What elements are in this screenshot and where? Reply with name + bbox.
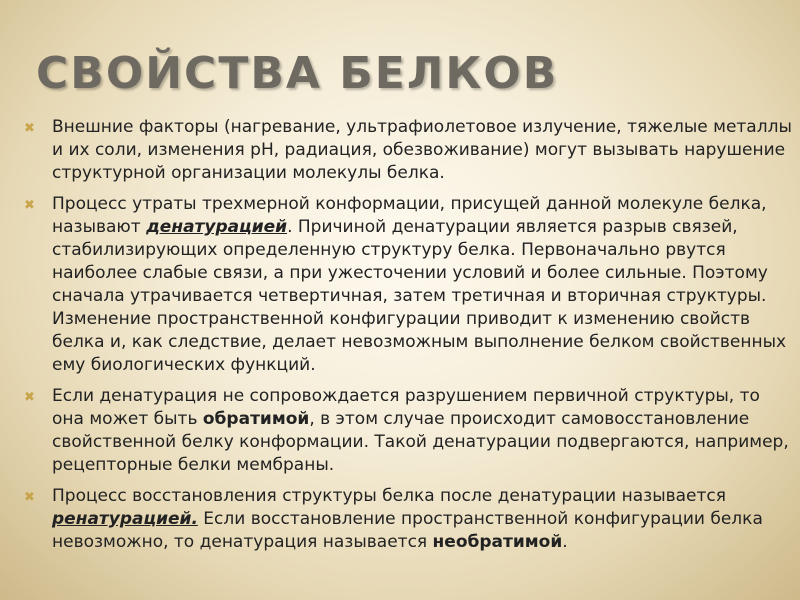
bullet-item xyxy=(20,485,792,554)
slide-title: СВОЙСТВА БЕЛКОВ xyxy=(36,48,559,99)
term-denaturation: денатурацией xyxy=(146,217,288,237)
bullet-text: Если денатурация не сопровождается разрушением первичной структуры, то она может быть xyxy=(52,386,760,429)
term-irreversible: необратимой xyxy=(432,532,563,552)
bullet-text: . Причиной денатурации является разрыв связей, стабилизирующих определенную структуру белка. Первоначально рвутся наиболее слабые связи, а при ужесточении условий и более сильные. Поэтому сначала утрачивается четвертичная, затем третичная и вторичная структуры. Изменение пространственной конфигурации приводит к изменению свойств белка и, как следствие, делает невозможным выполнение белком свойственных ему биологических функций. xyxy=(52,217,787,375)
bullet-text: Процесс восстановления структуры белка после денатурации называется xyxy=(52,486,726,506)
bullet-item xyxy=(20,193,792,377)
bullet-text: . xyxy=(562,532,568,552)
bullet-item xyxy=(20,116,792,185)
term-reversible: обратимой xyxy=(202,409,310,429)
x-bullet-icon: ✖ xyxy=(24,490,35,505)
bullet-text: , в этом случае происходит самовосстановление свойственной белку конформации. Такой денатурации подвергаются, например, рецепторные белки мембраны. xyxy=(52,409,789,475)
bullet-list xyxy=(20,116,792,562)
bullet-text: Внешние факторы (нагревание, ультрафиолетовое излучение, тяжелые металлы и их соли, изменения pH, радиация, обезвоживание) могут вызывать нарушение структурной организации молекулы белка. xyxy=(52,117,792,183)
bullet-item xyxy=(20,385,792,477)
x-bullet-icon: ✖ xyxy=(24,390,35,405)
x-bullet-icon: ✖ xyxy=(24,198,35,213)
bullet-text: Если восстановление пространственной конфигурации белка невозможно, то денатурация называется xyxy=(52,509,763,552)
term-renaturation: ренатурацией. xyxy=(52,509,198,529)
x-bullet-icon: ✖ xyxy=(24,121,35,136)
bullet-text: Процесс утраты трехмерной конформации, присущей данной молекуле белка, называют xyxy=(52,194,767,237)
